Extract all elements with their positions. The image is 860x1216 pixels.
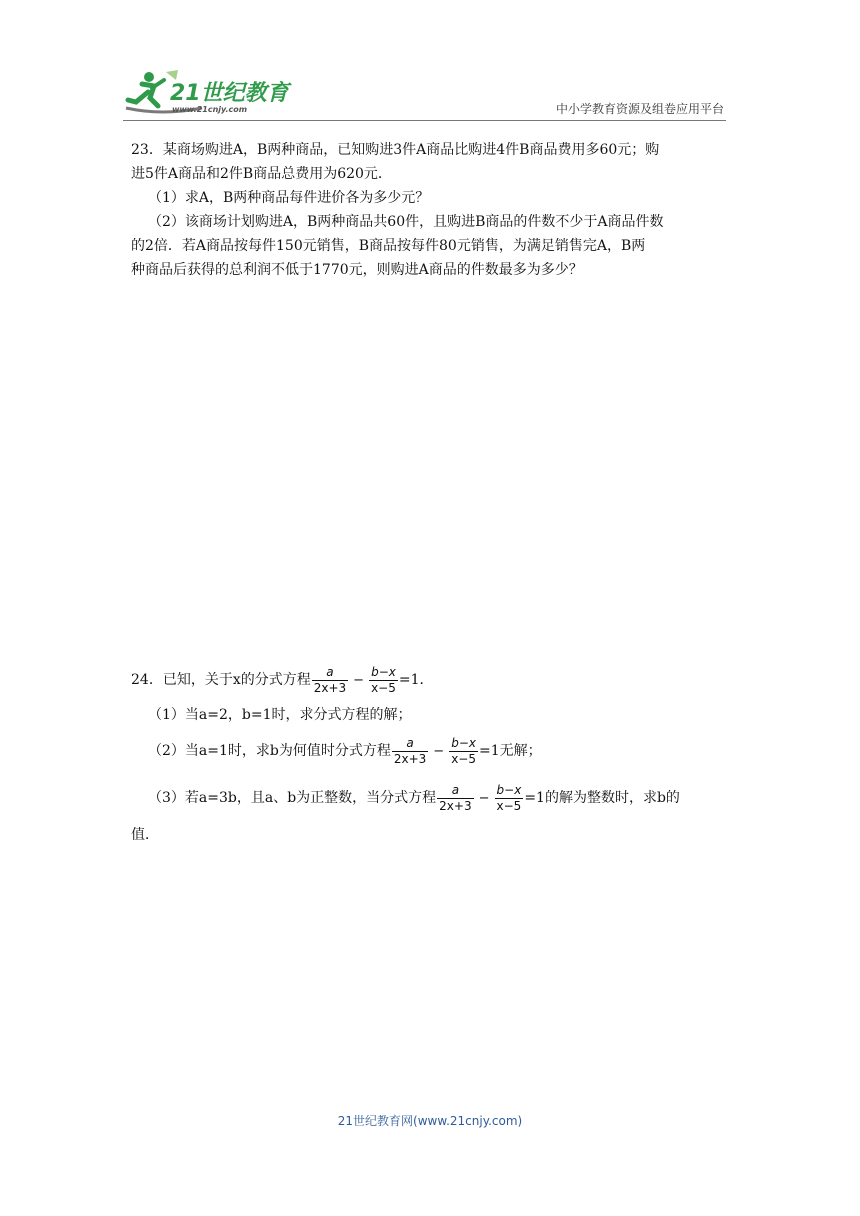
page-footer: 21世纪教育网(www.21cnjy.com) xyxy=(337,1114,523,1128)
q24-number: 24． xyxy=(131,672,163,688)
q24-part-2 xyxy=(131,729,731,774)
fraction-a-over-2x3: $\frac{a}{2x+3}$ xyxy=(439,782,472,813)
minus-sign: − xyxy=(478,791,490,806)
q23-part-2-line-3: 种商品后获得的总利润不低于1770元，则购进A商品的件数最多为多少？ xyxy=(131,262,583,278)
minus-sign: − xyxy=(433,744,445,759)
q23-number: 23． xyxy=(131,142,163,158)
fraction-a-over-2x3: $\frac{a}{2x+3}$ xyxy=(313,664,347,695)
q24-stem xyxy=(131,660,731,701)
logo-url-text: www.21cnjy.com xyxy=(172,105,248,114)
q24-part-3-end: 值． xyxy=(131,827,159,843)
q24-part-3-pre: （3）若a=3b，且a、b为正整数，当分式方程 xyxy=(148,790,437,806)
logo-21cnjy xyxy=(122,68,292,118)
q24-part-2-post: =1无解； xyxy=(479,743,542,759)
minus-sign: − xyxy=(353,673,365,688)
question-24 xyxy=(131,660,731,847)
q24-stem-pre: 已知，关于x的分式方程 xyxy=(162,672,311,688)
fraction-bx-over-x5: $\frac{b-x}{x-5}$ xyxy=(371,664,396,695)
logo-main-text: 21世纪教育 xyxy=(170,81,289,106)
equation-rhs: =1 xyxy=(398,672,420,688)
page-header xyxy=(0,0,860,130)
q24-part-2-pre: （2）当a=1时，求b为何值时分式方程 xyxy=(148,743,391,759)
q23-stem-line-2: 进5件A商品和2件B商品总费用为620元． xyxy=(131,166,392,182)
question-23 xyxy=(131,138,731,282)
q24-stem-post: ． xyxy=(419,672,434,688)
q23-part-2-line-2: 的2倍．若A商品按每件150元销售，B商品按每件80元销售，为满足销售完A，B两 xyxy=(131,238,646,254)
header-tagline: 中小学教育资源及组卷应用平台 xyxy=(555,102,724,116)
q23-stem-line-1 xyxy=(131,138,731,162)
q24-part-3 xyxy=(131,774,731,823)
q24-part-1: （1）当a=2，b=1时，求分式方程的解； xyxy=(148,707,412,723)
header-divider xyxy=(123,120,726,121)
q24-part-3-post: =1的解为整数时，求b的 xyxy=(524,790,680,806)
q23-part-1: （1）求A，B两种商品每件进价各为多少元？ xyxy=(148,190,430,206)
q23-stem-1: 某商场购进A，B两种商品，已知购进3件A商品比购进4件B商品费用多60元；购 xyxy=(162,142,660,158)
fraction-bx-over-x5: $\frac{b-x}{x-5}$ xyxy=(451,735,476,766)
fraction-a-over-2x3: $\frac{a}{2x+3}$ xyxy=(393,735,427,766)
fraction-bx-over-x5: $\frac{b-x}{x-5}$ xyxy=(496,782,522,813)
q23-part-2-line-1: （2）该商场计划购进A，B两种商品共60件，且购进B商品的件数不少于A商品件数 xyxy=(148,214,664,230)
